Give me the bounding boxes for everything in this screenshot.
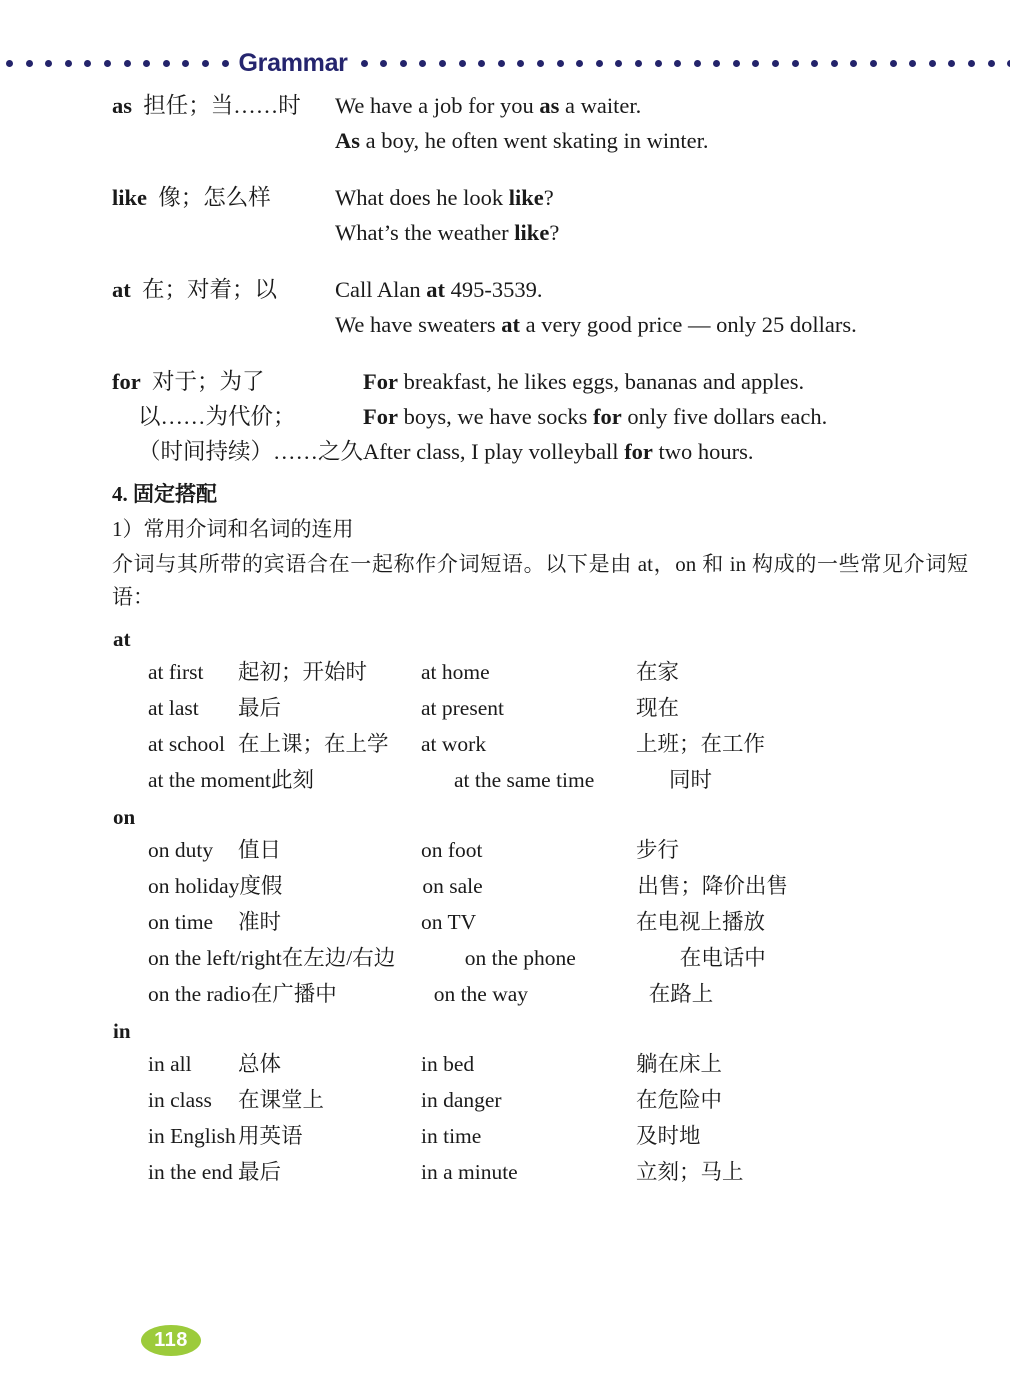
preposition-word: like (112, 185, 148, 210)
phrase-english-2: on foot (421, 838, 483, 862)
header-dot (419, 60, 426, 67)
phrase-row (0, 868, 1024, 904)
example-highlight: for (624, 439, 653, 464)
phrase-chinese-2: 同时 (669, 768, 713, 792)
phrase-english-1: at first (148, 660, 204, 684)
phrase-chinese-1: 准时 (238, 910, 282, 934)
header-dot (459, 60, 466, 67)
phrase-group-at (0, 624, 1024, 798)
example-highlight: like (508, 185, 544, 210)
header-dot (968, 60, 975, 67)
example-sentence (363, 434, 964, 469)
usage-meaning-line: （时间持续）……之久 (138, 439, 364, 464)
phrase-chinese-2: 及时地 (636, 1124, 701, 1148)
header-dot (596, 60, 603, 67)
header-dot (988, 60, 995, 67)
phrase-chinese-2: 出售；降价出售 (637, 874, 788, 898)
header-dot (84, 60, 91, 67)
header-dot (831, 60, 838, 67)
header-dot (380, 60, 387, 67)
header-dot (909, 60, 916, 67)
phrase-english-2: on sale (422, 874, 483, 898)
phrase-english-1: at last (148, 696, 199, 720)
header-dot (439, 60, 446, 67)
example-sentence (335, 123, 964, 158)
header-dot (361, 60, 368, 67)
header-dot (143, 60, 150, 67)
usage-preposition-line: as 担任；当……时 (112, 93, 301, 118)
header-dot (674, 60, 681, 67)
example-sentence (335, 88, 964, 123)
phrase-chinese-2: 在路上 (648, 982, 714, 1006)
phrase-english-2: on TV (421, 910, 477, 934)
usage-row (0, 272, 1024, 342)
phrase-chinese-1: 在课堂上 (238, 1088, 325, 1112)
header-dot (948, 60, 955, 67)
phrase-row (0, 904, 1024, 940)
example-text: a boy, he often went skating in winter. (360, 128, 709, 153)
header-dot (557, 60, 564, 67)
phrase-english-1: on the left/right (148, 946, 282, 970)
example-highlight: at (501, 312, 520, 337)
header-dots-right (355, 46, 1010, 80)
example-text: 495-3539. (445, 277, 543, 302)
phrase-group-label: at (113, 627, 131, 651)
usage-example-cell (335, 180, 1024, 250)
header-dot (713, 60, 720, 67)
phrase-chinese-2: 在危险中 (636, 1088, 723, 1112)
phrase-row (0, 690, 1024, 726)
phrase-chinese-1: 值日 (238, 838, 282, 862)
phrase-english-2: at home (421, 660, 490, 684)
example-text: Call Alan (335, 277, 427, 302)
preposition-word: as (112, 93, 133, 118)
phrase-chinese-2: 现在 (636, 696, 680, 720)
usage-meaning-line: 以……为代价； (138, 404, 296, 429)
phrase-english-1: on duty (148, 838, 214, 862)
phrase-english-2: on the way (433, 982, 529, 1006)
phrase-chinese-2: 在家 (636, 660, 680, 684)
example-text: two hours. (652, 439, 754, 464)
header-dot (615, 60, 622, 67)
header-dot (517, 60, 524, 67)
header-dot (772, 60, 779, 67)
phrase-row (0, 726, 1024, 762)
usage-meaning-cell (0, 364, 363, 469)
preposition-phrase-groups (0, 624, 1024, 1194)
header-dot (104, 60, 111, 67)
phrase-english-2: in danger (421, 1088, 502, 1112)
example-sentence (363, 364, 964, 399)
phrase-english-2: at the same time (454, 768, 595, 792)
example-sentence (335, 307, 964, 342)
header-dot (752, 60, 759, 67)
header-dot (850, 60, 857, 67)
header-dot (537, 60, 544, 67)
page-header (0, 46, 1010, 80)
phrase-chinese-1: 最后 (238, 1160, 282, 1184)
phrase-english-1: in all (148, 1052, 192, 1076)
header-dot (811, 60, 818, 67)
phrase-chinese-2: 步行 (636, 838, 680, 862)
example-text: What’s the weather (335, 220, 515, 245)
phrase-group-label: in (113, 1019, 131, 1043)
header-dot (635, 60, 642, 67)
example-text: boys, we have socks (398, 404, 593, 429)
header-dot (576, 60, 583, 67)
fixed-collocation-section (0, 478, 1024, 614)
phrase-english-1: in class (148, 1088, 212, 1112)
phrase-chinese-2: 躺在床上 (636, 1052, 723, 1076)
phrase-english-2: in bed (421, 1052, 475, 1076)
phrase-row (0, 940, 1024, 976)
example-text: a waiter. (559, 93, 642, 118)
phrase-row (0, 1118, 1024, 1154)
usage-row (0, 364, 1024, 469)
phrase-chinese-2: 上班；在工作 (636, 732, 766, 756)
page-title: Grammar (238, 48, 348, 77)
phrase-english-2: in time (421, 1124, 482, 1148)
phrase-row (0, 654, 1024, 690)
header-dot (1007, 60, 1010, 67)
phrase-chinese-1: 度假 (239, 874, 283, 898)
phrase-english-1: at school (148, 732, 226, 756)
header-dot (45, 60, 52, 67)
example-highlight: As (335, 128, 361, 153)
header-dot (26, 60, 33, 67)
example-highlight: for (592, 404, 622, 429)
phrase-chinese-2: 在电话中 (679, 946, 766, 970)
page-number-badge (141, 1325, 201, 1356)
usage-meaning-cell (0, 180, 335, 215)
preposition-word: at (112, 277, 131, 302)
usage-row (0, 180, 1024, 250)
phrase-group-in (0, 1016, 1024, 1190)
phrase-row (0, 1154, 1024, 1190)
phrase-row (0, 1082, 1024, 1118)
example-highlight: like (514, 220, 550, 245)
usage-example-cell (335, 272, 1024, 342)
header-dot (182, 60, 189, 67)
example-highlight: as (539, 93, 560, 118)
phrase-english-1: in English (148, 1124, 236, 1148)
example-text: ? (549, 220, 560, 245)
phrase-english-1: in the end (148, 1160, 233, 1184)
header-dot (498, 60, 505, 67)
header-dot (202, 60, 209, 67)
phrase-english-1: on holiday (148, 874, 240, 898)
example-text: We have a job for you (335, 93, 540, 118)
usage-example-cell (363, 364, 1024, 469)
phrase-chinese-1: 在广播中 (250, 982, 337, 1006)
phrase-english-1: on time (148, 910, 214, 934)
example-sentence (363, 399, 964, 434)
header-dot (733, 60, 740, 67)
usage-meaning-cell (0, 272, 335, 307)
phrase-english-2: on the phone (464, 946, 576, 970)
example-text: We have sweaters (335, 312, 502, 337)
section-subheading: 1）常用介词和名词的连用 (112, 517, 354, 541)
phrase-row (0, 1046, 1024, 1082)
phrase-chinese-1: 在左边/右边 (281, 946, 396, 970)
header-dot (929, 60, 936, 67)
example-text: After class, I play volleyball (363, 439, 625, 464)
phrase-group-label: on (113, 805, 136, 829)
example-text: breakfast, he likes eggs, bananas and apples. (398, 369, 805, 394)
header-dot (65, 60, 72, 67)
phrase-english-2: at present (421, 696, 504, 720)
phrase-chinese-1: 此刻 (271, 768, 315, 792)
phrase-english-2: in a minute (421, 1160, 518, 1184)
usage-meaning-cell (0, 88, 335, 123)
page-number-label: 118 (154, 1329, 188, 1351)
phrase-chinese-2: 在电视上播放 (636, 910, 766, 934)
example-sentence (335, 215, 964, 250)
usage-example-cell (335, 88, 1024, 158)
phrase-row (0, 976, 1024, 1012)
phrase-chinese-2: 立刻；马上 (636, 1160, 744, 1184)
example-text: ? (543, 185, 554, 210)
header-dot (222, 60, 229, 67)
header-dot (124, 60, 131, 67)
example-text: What does he look (335, 185, 509, 210)
header-dot (478, 60, 485, 67)
example-text: only five dollars each. (621, 404, 828, 429)
example-highlight: For (363, 404, 398, 429)
phrase-chinese-1: 起初；开始时 (238, 660, 368, 684)
phrase-group-on (0, 802, 1024, 1012)
header-dot (655, 60, 662, 67)
section-paragraph: 介词与其所带的宾语合在一起称作介词短语。以下是由 at，on 和 in 构成的一些常见介词短语： (112, 552, 968, 609)
header-dots-left (0, 46, 235, 80)
preposition-word: for (112, 369, 141, 394)
header-dot (870, 60, 877, 67)
phrase-english-1: at the moment (148, 768, 271, 792)
phrase-chinese-1: 最后 (238, 696, 282, 720)
phrase-english-1: on the radio (148, 982, 251, 1006)
phrase-row (0, 762, 1024, 798)
example-highlight: For (363, 369, 398, 394)
phrase-chinese-1: 总体 (238, 1052, 282, 1076)
header-dot (6, 60, 13, 67)
phrase-row (0, 832, 1024, 868)
phrase-chinese-1: 在上课；在上学 (238, 732, 389, 756)
phrase-english-2: at work (421, 732, 487, 756)
usage-preposition-line: like 像；怎么样 (112, 185, 271, 210)
header-dot (400, 60, 407, 67)
example-sentence (335, 272, 964, 307)
section-heading: 4. 固定搭配 (112, 482, 217, 506)
example-text: a very good price — only 25 dollars. (519, 312, 857, 337)
usage-preposition-line: for 对于；为了 (112, 369, 265, 394)
preposition-usage-table (0, 88, 1024, 491)
example-sentence (335, 180, 964, 215)
usage-preposition-line: at 在；对着；以 (112, 277, 278, 302)
header-dot (694, 60, 701, 67)
header-dot (163, 60, 170, 67)
header-dot (792, 60, 799, 67)
usage-row (0, 88, 1024, 158)
example-highlight: at (426, 277, 445, 302)
phrase-chinese-1: 用英语 (238, 1124, 303, 1148)
header-dot (890, 60, 897, 67)
